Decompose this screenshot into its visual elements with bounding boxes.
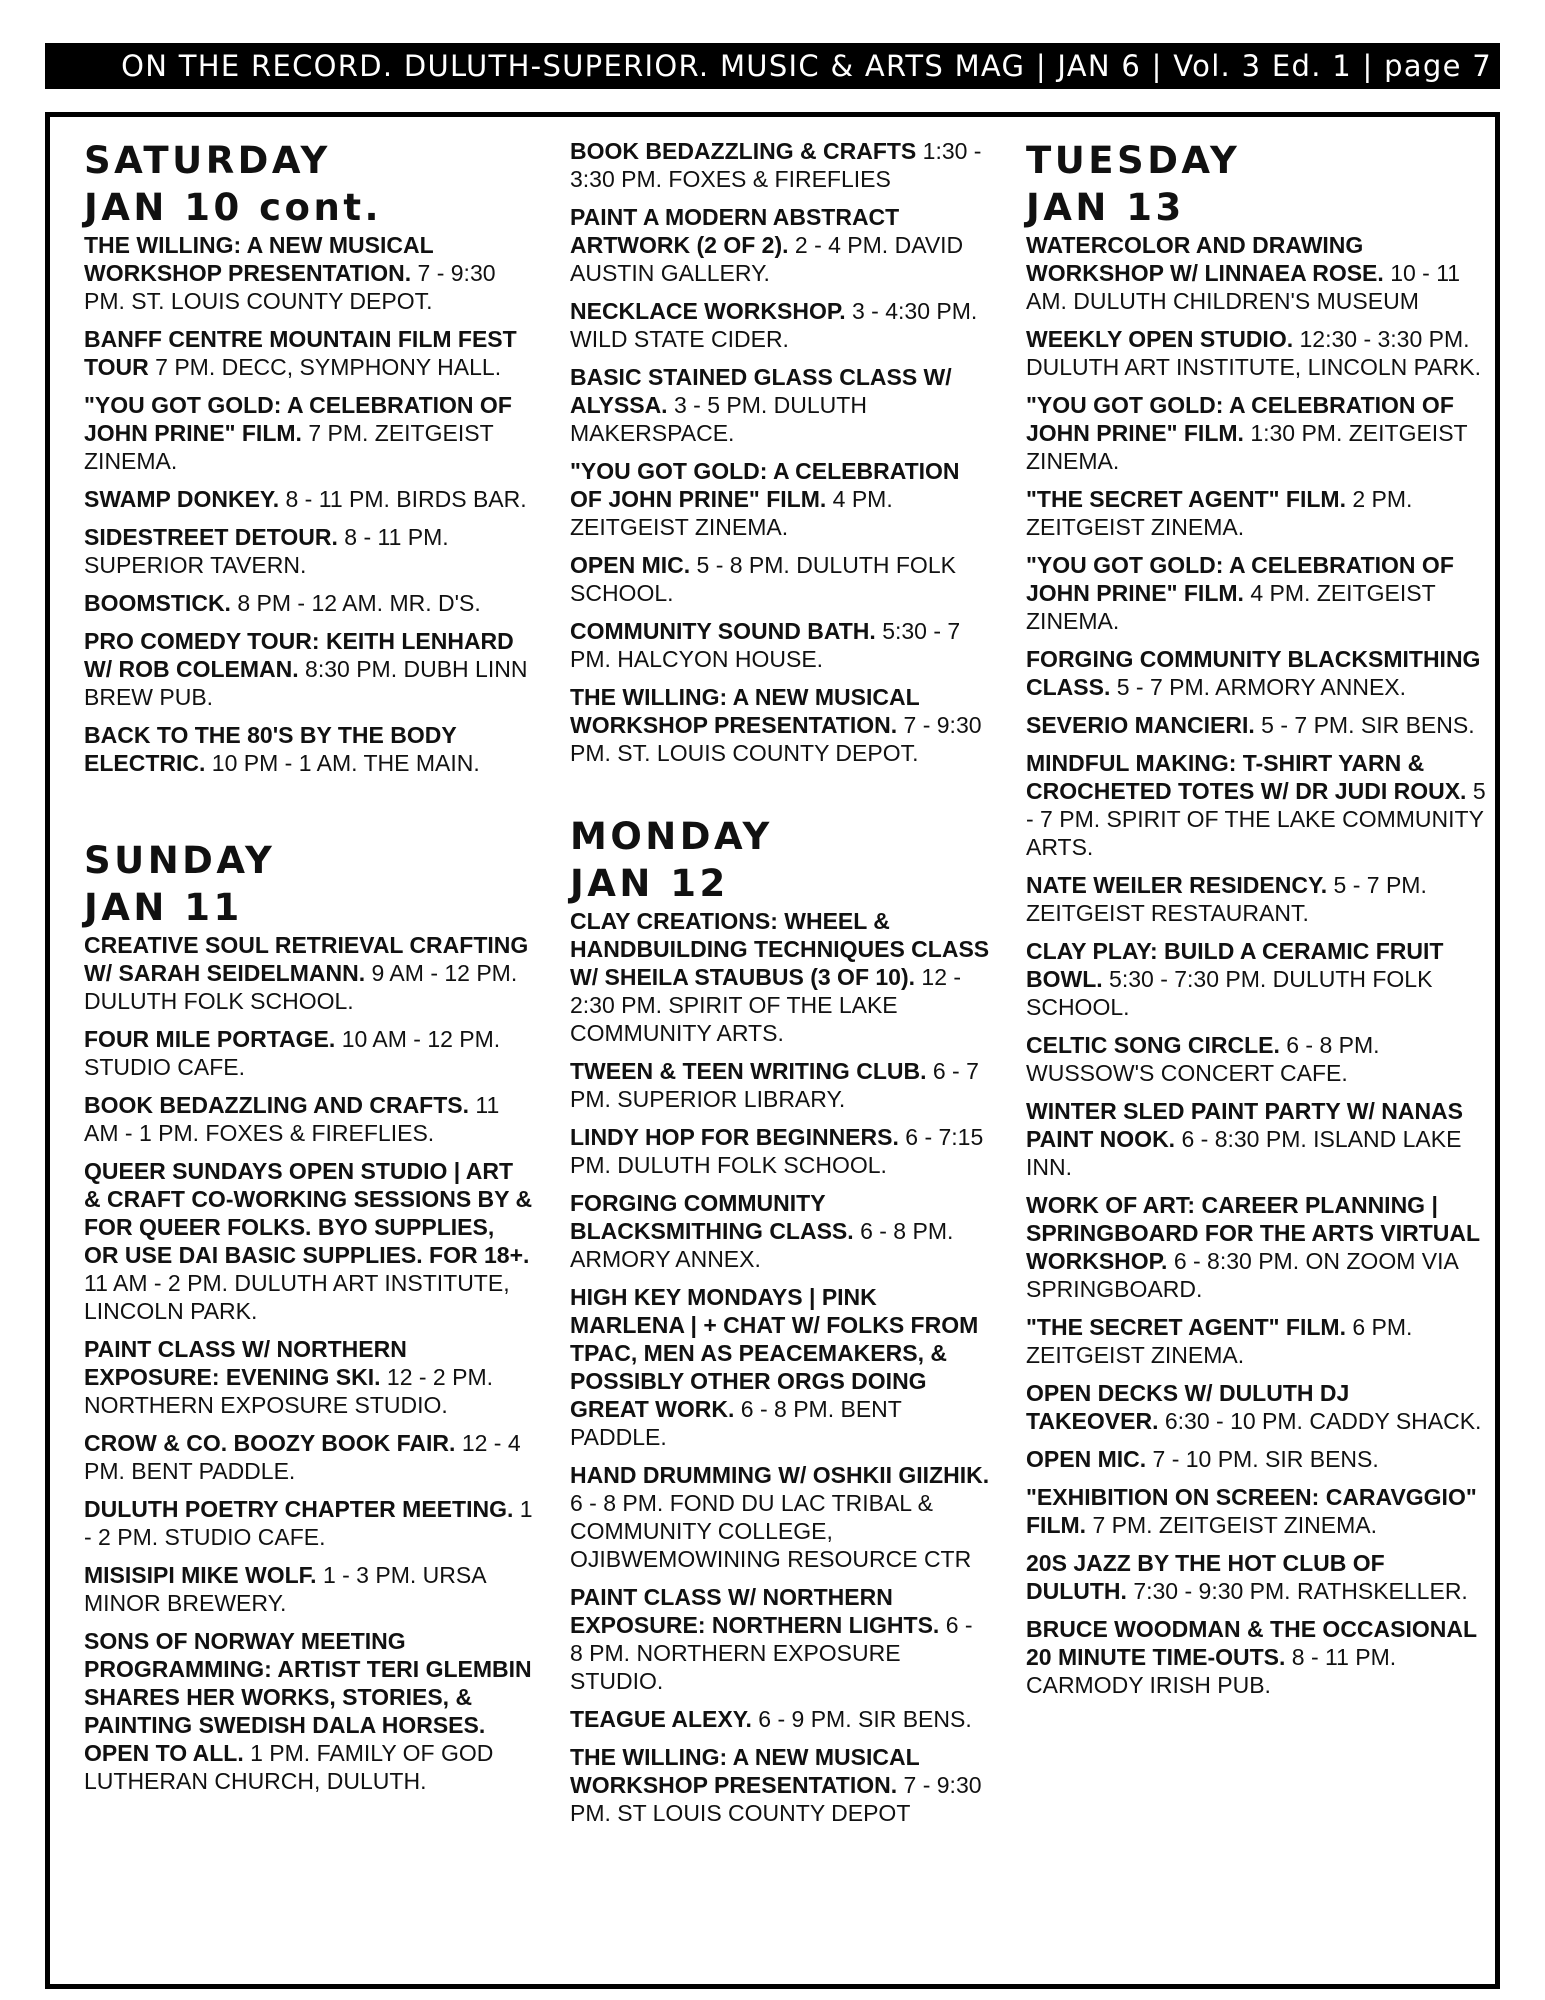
event-details: 1 PM. FAMILY OF GOD LUTHERAN CHURCH, DULUTH. bbox=[84, 1740, 494, 1794]
event-listing bbox=[84, 325, 534, 381]
event-details: 2 PM. ZEITGEIST ZINEMA. bbox=[1026, 486, 1413, 540]
event-title: OPEN MIC. bbox=[570, 552, 691, 578]
event-details: 2 - 4 PM. DAVID AUSTIN GALLERY. bbox=[570, 232, 964, 286]
event-title: PAINT A MODERN ABSTRACT ARTWORK (2 OF 2). bbox=[570, 204, 900, 258]
event-listing bbox=[570, 683, 990, 767]
page-header-text: ON THE RECORD. DULUTH-SUPERIOR. MUSIC & ARTS MAG | JAN 6 | Vol. 3 Ed. 1 | page 7 bbox=[121, 49, 1492, 83]
event-listing bbox=[570, 457, 990, 541]
event-details: 3 - 4:30 PM. WILD STATE CIDER. bbox=[570, 298, 978, 352]
event-details: 8:30 PM. DUBH LINN BREW PUB. bbox=[84, 656, 528, 710]
event-title: WORK OF ART: CAREER PLANNING | SPRINGBOARD FOR THE ARTS VIRTUAL WORKSHOP. bbox=[1026, 1192, 1480, 1274]
day-heading-line: MONDAY bbox=[570, 815, 773, 858]
event-details: 5 - 7 PM. ARMORY ANNEX. bbox=[1116, 674, 1407, 700]
event-title: MISISIPI MIKE WOLF. bbox=[84, 1562, 317, 1588]
event-listing bbox=[1026, 1615, 1486, 1699]
event-title: BRUCE WOODMAN & THE OCCASIONAL 20 MINUTE TIME-OUTS. bbox=[1026, 1616, 1477, 1670]
event-title: SIDESTREET DETOUR. bbox=[84, 524, 338, 550]
event-details: 7 PM. DECC, SYMPHONY HALL. bbox=[155, 354, 502, 380]
event-listing bbox=[570, 363, 990, 447]
event-title: NECKLACE WORKSHOP. bbox=[570, 298, 846, 324]
event-listing bbox=[84, 1025, 534, 1081]
event-title: CELTIC SONG CIRCLE. bbox=[1026, 1032, 1280, 1058]
event-details: 6:30 - 10 PM. CADDY SHACK. bbox=[1164, 1408, 1482, 1434]
event-details: 5 - 7 PM. SIR BENS. bbox=[1261, 712, 1475, 738]
event-listing bbox=[1026, 1483, 1486, 1539]
day-heading-line: JAN 10 cont. bbox=[84, 186, 383, 229]
event-listing bbox=[1026, 1379, 1486, 1435]
event-listing bbox=[1026, 645, 1486, 701]
event-listing bbox=[570, 1583, 990, 1695]
event-title: THE WILLING: A NEW MUSICAL WORKSHOP PRESENTATION. bbox=[570, 1744, 920, 1798]
event-listing bbox=[570, 1283, 990, 1451]
event-details: 7 - 10 PM. SIR BENS. bbox=[1152, 1446, 1379, 1472]
event-title: LINDY HOP FOR BEGINNERS. bbox=[570, 1124, 899, 1150]
event-title: "THE SECRET AGENT" FILM. bbox=[1026, 486, 1346, 512]
event-title: FOUR MILE PORTAGE. bbox=[84, 1026, 336, 1052]
event-listing bbox=[570, 1189, 990, 1273]
day-heading-line: SATURDAY bbox=[84, 139, 331, 182]
event-listing bbox=[570, 137, 990, 193]
event-listing bbox=[1026, 325, 1486, 381]
day-heading-line: JAN 13 bbox=[1026, 186, 1185, 229]
event-listing bbox=[1026, 231, 1486, 315]
event-title: FORGING COMMUNITY BLACKSMITHING CLASS. bbox=[570, 1190, 854, 1244]
events-calendar-frame bbox=[45, 112, 1500, 1989]
event-details: 6 - 8 PM. ARMORY ANNEX. bbox=[570, 1218, 954, 1272]
event-listing bbox=[84, 391, 534, 475]
event-details: 11 AM - 1 PM. FOXES & FIREFLIES. bbox=[84, 1092, 500, 1146]
event-details: 12 - 2:30 PM. SPIRIT OF THE LAKE COMMUNITY ARTS. bbox=[570, 964, 962, 1046]
event-details: 6 - 8:30 PM. ON ZOOM VIA SPRINGBOARD. bbox=[1026, 1248, 1458, 1302]
event-listing bbox=[570, 907, 990, 1047]
event-listing bbox=[84, 1429, 534, 1485]
event-listing bbox=[1026, 1549, 1486, 1605]
event-listing bbox=[1026, 485, 1486, 541]
event-details: 6 - 8 PM. BENT PADDLE. bbox=[570, 1396, 902, 1450]
day-heading-line: TUESDAY bbox=[1026, 139, 1241, 182]
event-details: 1:30 - 3:30 PM. FOXES & FIREFLIES bbox=[570, 138, 982, 192]
day-heading bbox=[1026, 137, 1486, 231]
event-listing bbox=[84, 589, 534, 617]
event-title: WINTER SLED PAINT PARTY W/ NANAS PAINT NOOK. bbox=[1026, 1098, 1463, 1152]
event-details: 12 - 2 PM. NORTHERN EXPOSURE STUDIO. bbox=[84, 1364, 494, 1418]
event-details: 5:30 - 7:30 PM. DULUTH FOLK SCHOOL. bbox=[1026, 966, 1433, 1020]
event-listing bbox=[84, 1091, 534, 1147]
event-details: 7 PM. ZEITGEIST ZINEMA. bbox=[1092, 1512, 1377, 1538]
event-title: BASIC STAINED GLASS CLASS W/ ALYSSA. bbox=[570, 364, 952, 418]
event-listing bbox=[1026, 551, 1486, 635]
event-details: 7 - 9:30 PM. ST. LOUIS COUNTY DEPOT. bbox=[84, 260, 496, 314]
event-details: 11 AM - 2 PM. DULUTH ART INSTITUTE, LINCOLN PARK. bbox=[84, 1270, 510, 1324]
event-title: "YOU GOT GOLD: A CELEBRATION OF JOHN PRINE" FILM. bbox=[84, 392, 512, 446]
day-section bbox=[84, 837, 534, 1795]
event-details: 9 AM - 12 PM. DULUTH FOLK SCHOOL. bbox=[84, 960, 518, 1014]
event-details: 1:30 PM. ZEITGEIST ZINEMA. bbox=[1026, 420, 1468, 474]
event-title: NATE WEILER RESIDENCY. bbox=[1026, 872, 1328, 898]
event-listing bbox=[570, 1461, 990, 1573]
event-listing bbox=[1026, 1313, 1486, 1369]
event-title: "YOU GOT GOLD: A CELEBRATION OF JOHN PRINE" FILM. bbox=[1026, 392, 1454, 446]
event-details: 8 - 11 PM. CARMODY IRISH PUB. bbox=[1026, 1644, 1397, 1698]
event-title: FORGING COMMUNITY BLACKSMITHING CLASS. bbox=[1026, 646, 1481, 700]
event-title: "YOU GOT GOLD: A CELEBRATION OF JOHN PRINE" FILM. bbox=[1026, 552, 1454, 606]
event-details: 7 PM. ZEITGEIST ZINEMA. bbox=[84, 420, 494, 474]
day-section bbox=[1026, 137, 1486, 1699]
day-heading-line: SUNDAY bbox=[84, 839, 276, 882]
event-listing bbox=[1026, 871, 1486, 927]
event-details: 6 - 7:15 PM. DULUTH FOLK SCHOOL. bbox=[570, 1124, 984, 1178]
event-listing bbox=[1026, 711, 1486, 739]
event-details: 10 PM - 1 AM. THE MAIN. bbox=[211, 750, 480, 776]
event-details: 8 - 11 PM. BIRDS BAR. bbox=[285, 486, 527, 512]
event-details: 7 - 9:30 PM. ST LOUIS COUNTY DEPOT bbox=[570, 1772, 982, 1826]
event-details: 7:30 - 9:30 PM. RATHSKELLER. bbox=[1133, 1578, 1468, 1604]
day-section bbox=[84, 137, 534, 777]
event-title: "EXHIBITION ON SCREEN: CARAVGGIO" FILM. bbox=[1026, 1484, 1477, 1538]
event-title: TEAGUE ALEXY. bbox=[570, 1706, 752, 1732]
event-listing bbox=[84, 1157, 534, 1325]
event-title: SWAMP DONKEY. bbox=[84, 486, 280, 512]
event-details: 12:30 - 3:30 PM. DULUTH ART INSTITUTE, LINCOLN PARK. bbox=[1026, 326, 1481, 380]
event-listing bbox=[570, 203, 990, 287]
event-title: THE WILLING: A NEW MUSICAL WORKSHOP PRESENTATION. bbox=[84, 232, 434, 286]
event-details: 5 - 7 PM. ZEITGEIST RESTAURANT. bbox=[1026, 872, 1427, 926]
event-title: PRO COMEDY TOUR: KEITH LENHARD W/ ROB COLEMAN. bbox=[84, 628, 514, 682]
event-title: HAND DRUMMING W/ OSHKII GIIZHIK. bbox=[570, 1462, 990, 1488]
day-heading bbox=[84, 137, 534, 231]
event-title: CLAY CREATIONS: WHEEL & HANDBUILDING TECHNIQUES CLASS W/ SHEILA STAUBUS (3 OF 10). bbox=[570, 908, 990, 990]
event-listing bbox=[1026, 391, 1486, 475]
event-title: HIGH KEY MONDAYS | PINK MARLENA | + CHAT W/ FOLKS FROM TPAC, MEN AS PEACEMAKERS, & POSSIBLY OTHER ORGS DOING GREAT WORK. bbox=[570, 1284, 979, 1422]
event-listing bbox=[570, 551, 990, 607]
event-details: 6 - 7 PM. SUPERIOR LIBRARY. bbox=[570, 1058, 979, 1112]
event-title: SONS OF NORWAY MEETING PROGRAMMING: ARTIST TERI GLEMBIN SHARES HER WORKS, STORIES, & PAINTING SWEDISH DALA HORSES. OPEN TO ALL. bbox=[84, 1628, 532, 1766]
event-title: WATERCOLOR AND DRAWING WORKSHOP W/ LINNAEA ROSE. bbox=[1026, 232, 1384, 286]
event-title: CLAY PLAY: BUILD A CERAMIC FRUIT BOWL. bbox=[1026, 938, 1444, 992]
event-title: BOOK BEDAZZLING AND CRAFTS. bbox=[84, 1092, 470, 1118]
event-title: CROW & CO. BOOZY BOOK FAIR. bbox=[84, 1430, 456, 1456]
event-title: OPEN MIC. bbox=[1026, 1446, 1147, 1472]
event-listing bbox=[1026, 937, 1486, 1021]
event-details: 6 - 8:30 PM. ISLAND LAKE INN. bbox=[1026, 1126, 1462, 1180]
event-title: BOOK BEDAZZLING & CRAFTS bbox=[570, 138, 917, 164]
event-title: SEVERIO MANCIERI. bbox=[1026, 712, 1255, 738]
event-listing bbox=[84, 485, 534, 513]
event-listing bbox=[570, 1057, 990, 1113]
event-details: 4 PM. ZEITGEIST ZINEMA. bbox=[1026, 580, 1436, 634]
event-listing bbox=[570, 617, 990, 673]
event-title: THE WILLING: A NEW MUSICAL WORKSHOP PRESENTATION. bbox=[570, 684, 920, 738]
event-title: CREATIVE SOUL RETRIEVAL CRAFTING W/ SARAH SEIDELMANN. bbox=[84, 932, 529, 986]
event-details: 5:30 - 7 PM. HALCYON HOUSE. bbox=[570, 618, 961, 672]
event-title: BOOMSTICK. bbox=[84, 590, 231, 616]
event-listing bbox=[1026, 1191, 1486, 1303]
event-details: 6 - 8 PM. NORTHERN EXPOSURE STUDIO. bbox=[570, 1612, 973, 1694]
event-details: 6 PM. ZEITGEIST ZINEMA. bbox=[1026, 1314, 1413, 1368]
event-details: 8 - 11 PM. SUPERIOR TAVERN. bbox=[84, 524, 449, 578]
event-details: 4 PM. ZEITGEIST ZINEMA. bbox=[570, 486, 893, 540]
event-details: 1 - 3 PM. URSA MINOR BREWERY. bbox=[84, 1562, 486, 1616]
day-heading-line: JAN 11 bbox=[84, 886, 243, 929]
day-section bbox=[570, 813, 990, 1827]
day-heading bbox=[570, 813, 990, 907]
event-details: 7 - 9:30 PM. ST. LOUIS COUNTY DEPOT. bbox=[570, 712, 982, 766]
event-title: DULUTH POETRY CHAPTER MEETING. bbox=[84, 1496, 514, 1522]
event-details: 10 - 11 AM. DULUTH CHILDREN'S MUSEUM bbox=[1026, 260, 1461, 314]
event-details: 6 - 9 PM. SIR BENS. bbox=[758, 1706, 972, 1732]
event-listing bbox=[570, 1123, 990, 1179]
event-listing bbox=[1026, 749, 1486, 861]
event-listing bbox=[84, 231, 534, 315]
event-listing bbox=[1026, 1097, 1486, 1181]
event-details: 6 - 8 PM. WUSSOW'S CONCERT CAFE. bbox=[1026, 1032, 1380, 1086]
event-details: 10 AM - 12 PM. STUDIO CAFE. bbox=[84, 1026, 501, 1080]
event-title: WEEKLY OPEN STUDIO. bbox=[1026, 326, 1294, 352]
event-title: QUEER SUNDAYS OPEN STUDIO | ART & CRAFT CO-WORKING SESSIONS BY & FOR QUEER FOLKS. BYO SUPPLIES, OR USE DAI BASIC SUPPLIES. FOR 18+. bbox=[84, 1158, 533, 1268]
event-title: 20S JAZZ BY THE HOT CLUB OF DULUTH. bbox=[1026, 1550, 1385, 1604]
page-header-bar bbox=[45, 43, 1500, 89]
event-title: TWEEN & TEEN WRITING CLUB. bbox=[570, 1058, 927, 1084]
calendar-column-2 bbox=[570, 137, 990, 1845]
event-title: "THE SECRET AGENT" FILM. bbox=[1026, 1314, 1346, 1340]
event-details: 5 - 7 PM. SPIRIT OF THE LAKE COMMUNITY ARTS. bbox=[1026, 778, 1486, 860]
event-listing bbox=[84, 1335, 534, 1419]
event-details: 1 - 2 PM. STUDIO CAFE. bbox=[84, 1496, 533, 1550]
calendar-column-3 bbox=[1026, 137, 1486, 1717]
event-listing bbox=[84, 931, 534, 1015]
event-listing bbox=[1026, 1445, 1486, 1473]
event-title: BACK TO THE 80'S BY THE BODY ELECTRIC. bbox=[84, 722, 457, 776]
event-details: 8 PM - 12 AM. MR. D'S. bbox=[237, 590, 481, 616]
event-listing bbox=[84, 523, 534, 579]
event-details: 5 - 8 PM. DULUTH FOLK SCHOOL. bbox=[570, 552, 956, 606]
event-listing bbox=[84, 1495, 534, 1551]
day-heading-line: JAN 12 bbox=[570, 862, 729, 905]
event-listing bbox=[1026, 1031, 1486, 1087]
event-listing bbox=[570, 1743, 990, 1827]
event-title: "YOU GOT GOLD: A CELEBRATION OF JOHN PRINE" FILM. bbox=[570, 458, 960, 512]
event-listing bbox=[84, 627, 534, 711]
event-title: OPEN DECKS W/ DULUTH DJ TAKEOVER. bbox=[1026, 1380, 1350, 1434]
calendar-column-1 bbox=[84, 137, 534, 1813]
event-title: PAINT CLASS W/ NORTHERN EXPOSURE: EVENING SKI. bbox=[84, 1336, 407, 1390]
event-details: 12 - 4 PM. BENT PADDLE. bbox=[84, 1430, 521, 1484]
day-section bbox=[570, 137, 990, 767]
event-listing bbox=[570, 1705, 990, 1733]
event-listing bbox=[84, 1627, 534, 1795]
event-title: BANFF CENTRE MOUNTAIN FILM FEST TOUR bbox=[84, 326, 517, 380]
event-listing bbox=[84, 1561, 534, 1617]
event-title: PAINT CLASS W/ NORTHERN EXPOSURE: NORTHERN LIGHTS. bbox=[570, 1584, 940, 1638]
event-details: 6 - 8 PM. FOND DU LAC TRIBAL & COMMUNITY COLLEGE, OJIBWEMOWINING RESOURCE CTR bbox=[570, 1490, 972, 1572]
event-listing bbox=[570, 297, 990, 353]
event-title: MINDFUL MAKING: T-SHIRT YARN & CROCHETED TOTES W/ DR JUDI ROUX. bbox=[1026, 750, 1467, 804]
event-title: COMMUNITY SOUND BATH. bbox=[570, 618, 876, 644]
day-heading bbox=[84, 837, 534, 931]
event-listing bbox=[84, 721, 534, 777]
event-details: 3 - 5 PM. DULUTH MAKERSPACE. bbox=[570, 392, 867, 446]
